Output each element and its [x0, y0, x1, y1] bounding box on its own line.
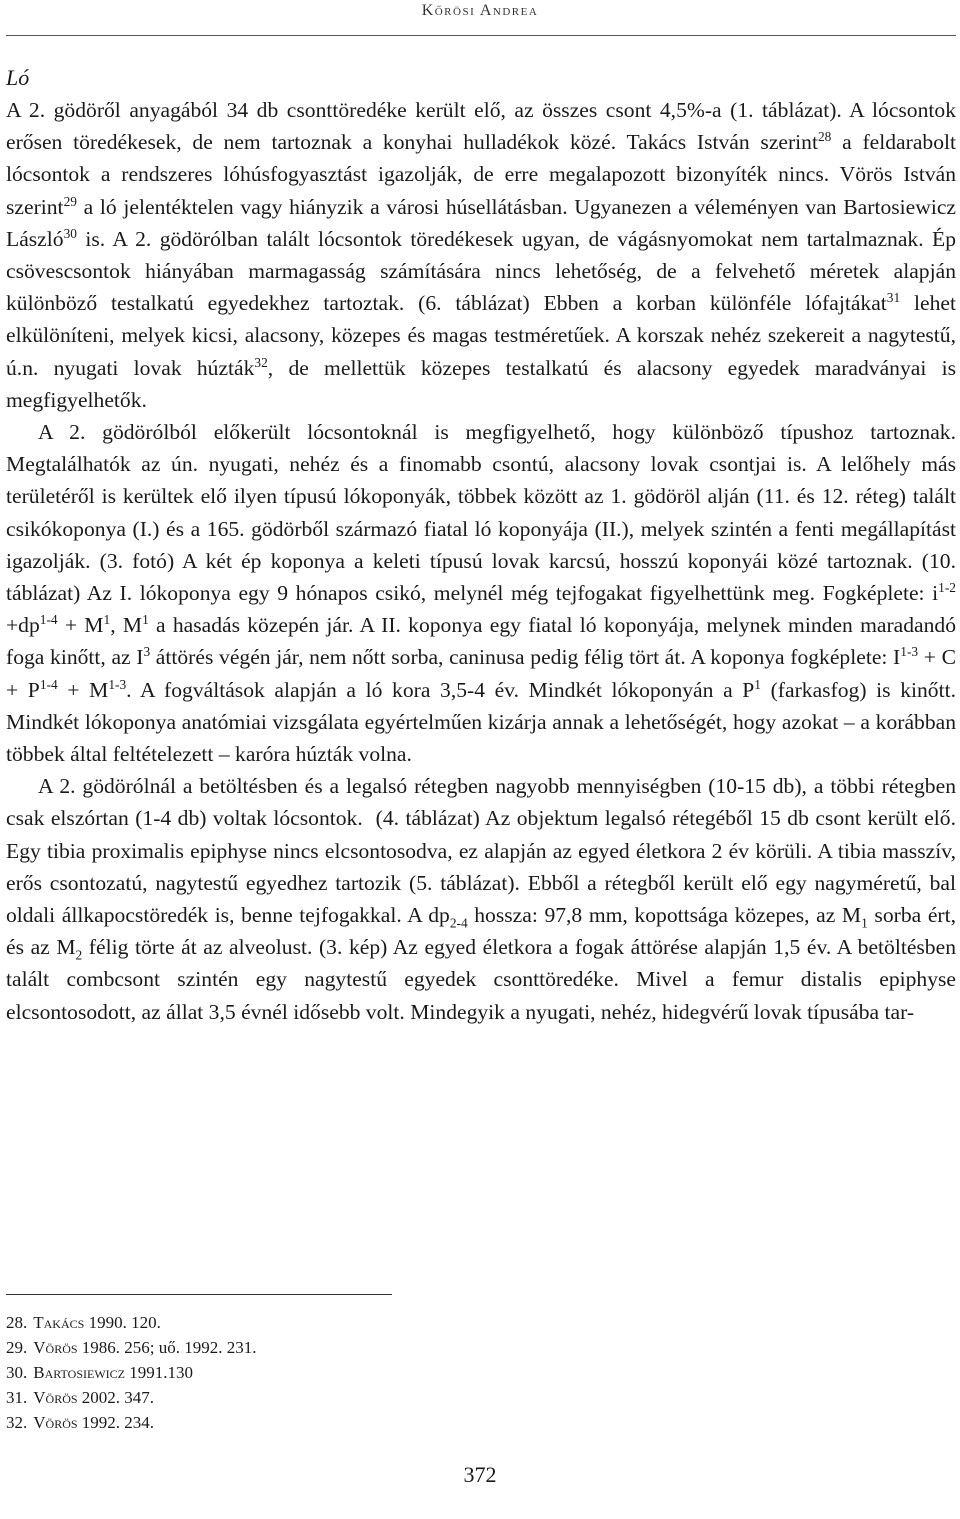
text-run: A 2. gödörólból előkerült lócsontoknál is megfigyelhető, hogy különböző típushoz tartoznak. Megtalálhatók az ún. nyugati, nehéz és a finomabb csontú, alacsony lovak csontjai is. A lelőhely más területéről is kerültek elő ilyen típusú lókoponyák, többek között az 1. gödöröl alján (11. és 12. réteg) talált csikókoponya (I.) és a 165. gödörből származó fiatal ló koponyája (II.), melyek szintén a fenti megállapítást igazolják. (3. fotó) A két ép koponya a keleti típusú lovak karcsú, hosszú koponyái közé tartoznak. (10. táblázat) Az I. lókoponya egy 9 hónapos csikó, melynél még tejfogakat figyelhettünk meg. Fogképlete: i: [6, 420, 956, 606]
superscript: 1: [142, 612, 149, 628]
footnote-author: Takács: [33, 1313, 85, 1332]
text-run: áttörés végén jár, nem nőtt sorba, caninusa pedig félig tört át. A koponya fogképlete: I: [150, 645, 901, 670]
subscript: 2: [75, 947, 83, 963]
text-run: . A fogváltások alapján a ló kora 3,5-4 év. Mindkét lókoponyán a P: [126, 677, 755, 702]
text-run: , M: [110, 613, 143, 638]
subscript: 2-4: [449, 915, 468, 931]
running-head-title: Kőrösi Andrea: [421, 2, 539, 19]
footnote-author: Vörös: [33, 1338, 78, 1357]
superscript: 29: [63, 193, 77, 209]
text-run: , de mellettük közepes testalkatú és alacsony egyedek maradványai is megfigyelhetők.: [6, 355, 956, 412]
superscript: 1-4: [39, 676, 58, 692]
body-paragraph: [6, 770, 956, 1028]
superscript: 1: [103, 612, 111, 628]
footnote-reference: 1990. 120.: [84, 1313, 161, 1332]
footnote-rule: [6, 1294, 392, 1295]
footnote-number: 31.: [6, 1388, 28, 1407]
text-run: a ló jelentéktelen vagy hiányzik a városi húsellátásban. Ugyanezen a véleményen van Bartosiewicz László: [6, 194, 956, 251]
footnote: [6, 1410, 706, 1435]
section-heading: Ló: [6, 65, 30, 90]
text-run: +dp: [6, 613, 40, 638]
superscript: 1-4: [39, 612, 58, 628]
text-run: A 2. gödöről anyagából 34 db csonttöredéke került elő, az összes csont 4,5%-a (1. táblázat). A lócsontok erősen töredékesek, de nem tartoznak a konyhai hulladékok közé. Takács István szerint: [6, 98, 956, 155]
footnote-number: 28.: [6, 1313, 28, 1332]
body-paragraph: [6, 94, 956, 416]
main-text: [6, 62, 956, 1028]
footnote: [6, 1310, 706, 1335]
text-run: a hasadás közepén jár. A II. koponya egy fiatal ló koponyája, melynek minden maradandó foga kinőtt, az I: [6, 613, 957, 670]
text-run: is. A 2. gödörólban talált lócsontok töredékesek ugyan, de vágásnyomokat nem tartalmaznak. Ép csövescsontok hiányában marmagasság számítására nincs lehetőség, de a felvehető méretek alapján különböző testalkatú egyedekhez tartoztak. (6. táblázat) Ebben a korban különféle lófajtákat: [6, 226, 956, 316]
text-run: sorba ért, és az M: [6, 903, 956, 960]
text-run: lehet elkülöníteni, melyek kicsi, alacsony, közepes és magas testméretűek. A korszak nehéz szekereit a nagytestű, ú.n. nyugati lovak húzták: [6, 291, 956, 380]
subscript: 1: [861, 915, 868, 931]
superscript: 32: [254, 354, 268, 370]
text-run: a feldarabolt lócsontok a rendszeres lóhúsfogyasztást igazolják, de erre megalapozott bizonyíték nincs. Vörös István szerint: [6, 130, 956, 219]
superscript: 30: [63, 225, 77, 241]
superscript: 1: [754, 676, 761, 692]
superscript: 28: [817, 129, 832, 145]
footnote-author: Vörös: [33, 1388, 78, 1407]
footnote-author: Bartosiewicz: [33, 1363, 125, 1382]
header-rule: [6, 35, 956, 36]
running-header: [0, 0, 960, 20]
text-run: (farkasfog) is kinőtt. Mindkét lókoponya anatómiai vizsgálata egyértelműen kizárja annak a lehetőségét, hogy azokat – a korábban többek által feltételezett – karóra húzták volna.: [6, 677, 956, 767]
footnote-reference: 1986. 256; uő. 1992. 231.: [77, 1338, 257, 1357]
superscript: 3: [143, 644, 151, 660]
superscript: 1-3: [900, 644, 919, 660]
text-run: + M: [57, 677, 109, 702]
page-number: 372: [463, 1462, 497, 1487]
text-run: hossza: 97,8 mm, kopottsága közepes, az M: [467, 903, 862, 928]
superscript: 1-3: [108, 676, 127, 692]
superscript: 31: [886, 290, 901, 306]
footnote: [6, 1385, 706, 1410]
superscript: 1-2: [938, 579, 956, 595]
footnote-number: 29.: [6, 1338, 28, 1357]
footnote-reference: 2002. 347.: [77, 1388, 155, 1407]
text-run: félig törte át az alveolust. (3. kép) Az egyed életkora a fogak áttörése alapján 1,5 év. A betöltésben talált combcsont szintén egy nagytestű egyedek csonttöredéke. Mivel a femur distalis epiphyse elcsontosodott, az állat 3,5 évnél idősebb volt. Mindegyik a nyugati, nehéz, hidegvérű lovak típusába tar-: [6, 935, 956, 1024]
footnote: [6, 1360, 706, 1385]
footnote-number: 32.: [6, 1413, 28, 1432]
text-run: + M: [57, 613, 104, 638]
text-run: A 2. gödörólnál a betöltésben és a legalsó rétegben nagyobb mennyiségben (10-15 db), a többi rétegben csak elszórtan (1-4 db) voltak lócsontok. (4. táblázat) Az objektum legalsó rétegéből 15 db csont került elő. Egy tibia proximalis epiphyse nincs elcsontosodva, ez alapján az egyed életkora 2 év körüli. A tibia masszív, erős csontozatú, nagytestű egyedhez tartozik (5. táblázat). Ebből a rétegből került elő egy nagyméretű, bal oldali állkapocstöredék is, benne tejfogakkal. A dp: [6, 774, 956, 928]
footnote-reference: 1992. 234.: [77, 1413, 155, 1432]
body-paragraph: [6, 416, 956, 770]
footnote: [6, 1335, 706, 1360]
footnote-author: Vörös: [33, 1413, 78, 1432]
footnote-reference: 1991.130: [124, 1363, 193, 1382]
footnotes: [6, 1310, 706, 1435]
footnote-number: 30.: [6, 1363, 28, 1382]
text-run: + C + P: [6, 645, 956, 702]
